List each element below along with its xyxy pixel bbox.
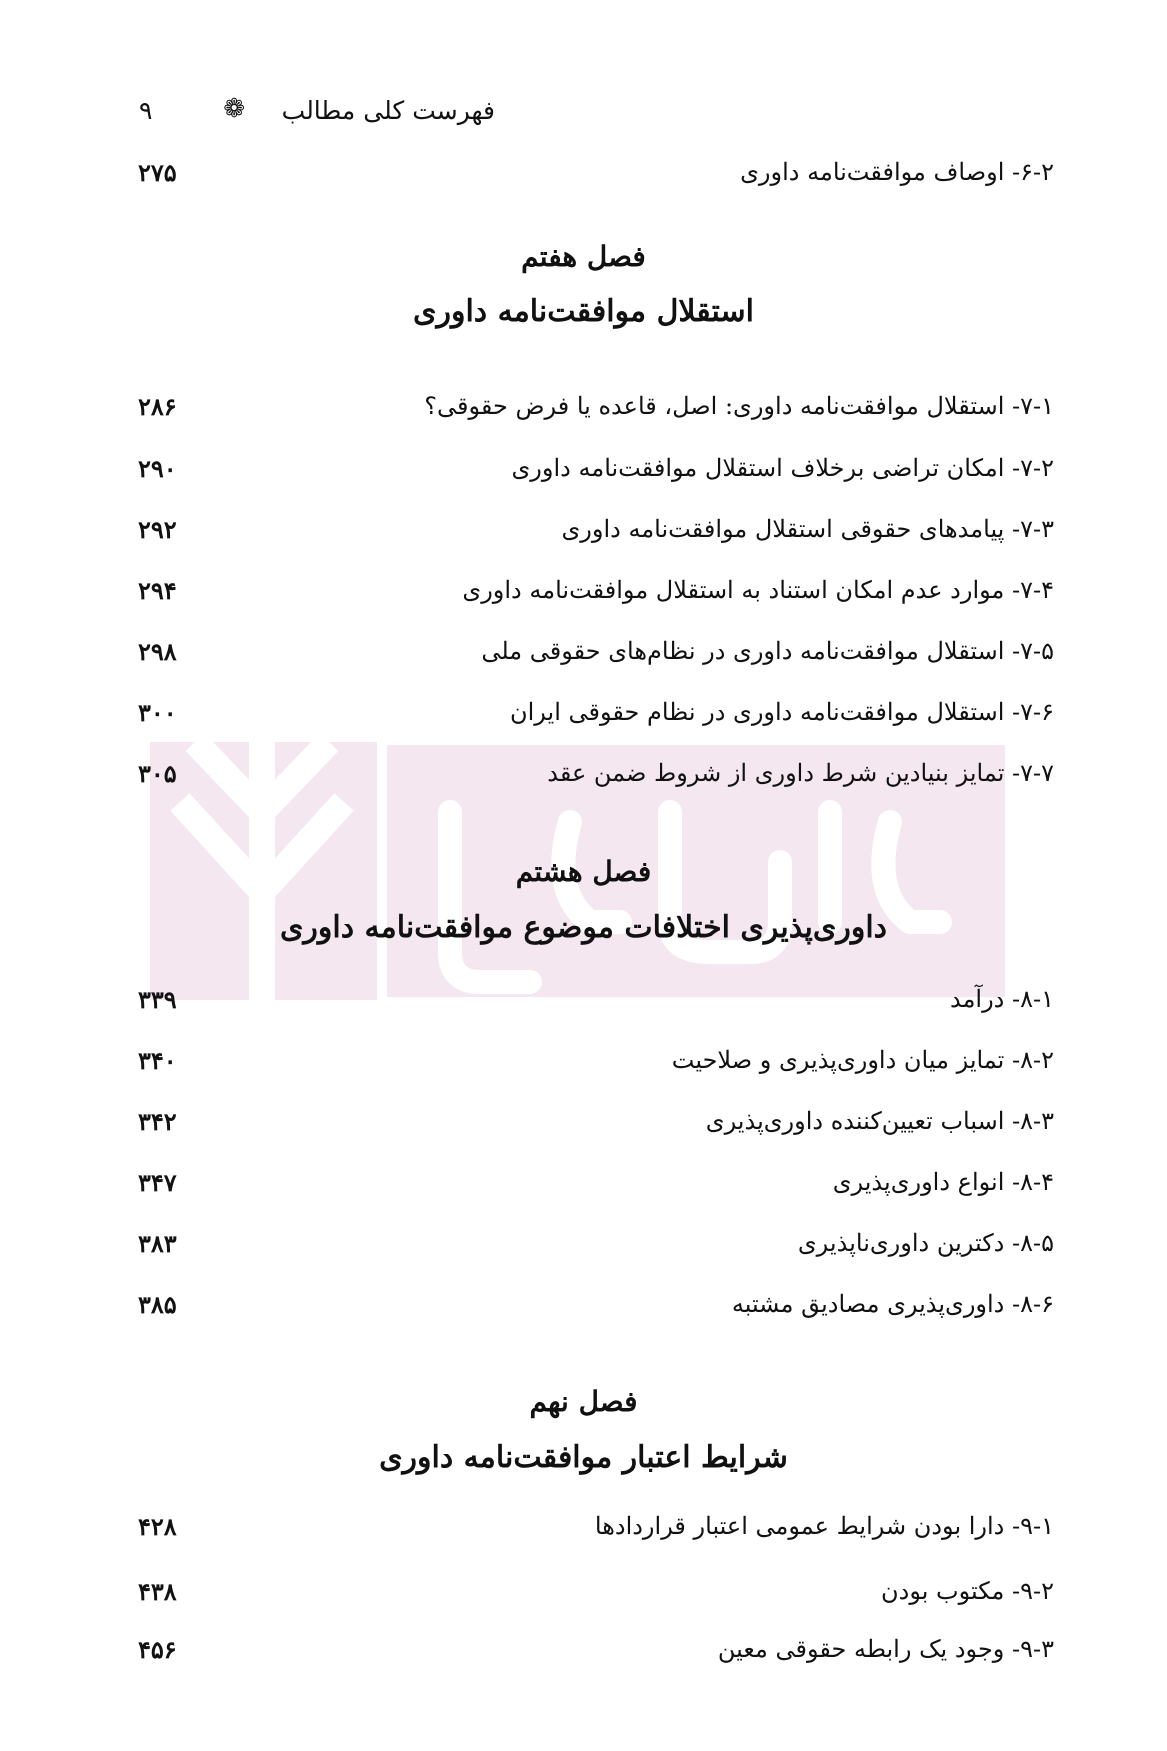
toc-entry-page: ۲۸۶ bbox=[138, 392, 177, 421]
toc-entry-label: ۸-۳- اسباب تعیین‌کننده داوری‌پذیری bbox=[705, 1107, 1054, 1135]
toc-entry bbox=[0, 1229, 1167, 1273]
toc-entry-label: ۶-۲- اوصاف موافقت‌نامه داوری bbox=[740, 158, 1054, 186]
chapter-heading: فصل نهم bbox=[529, 1385, 638, 1418]
toc-entry-page: ۳۰۵ bbox=[138, 759, 177, 788]
toc-entry-label: ۷-۶- استقلال موافقت‌نامه داوری در نظام حقوقی ایران bbox=[509, 698, 1054, 726]
toc-entry bbox=[0, 1290, 1167, 1334]
toc-entry bbox=[0, 158, 1167, 202]
toc-entry-page: ۲۹۸ bbox=[138, 637, 177, 666]
toc-entry-label: ۹-۱- دارا بودن شرایط عمومی اعتبار قراردادها bbox=[594, 1512, 1054, 1540]
page-number: ۹ bbox=[139, 96, 153, 125]
toc-entry bbox=[0, 454, 1167, 498]
chapter-heading: فصل هشتم bbox=[515, 855, 652, 888]
ornament-icon: ❁ bbox=[223, 94, 245, 124]
toc-entry bbox=[0, 759, 1167, 803]
toc-entry-page: ۳۳۹ bbox=[138, 985, 177, 1014]
toc-entry-label: ۸-۴- انواع داوری‌پذیری bbox=[832, 1168, 1054, 1196]
chapter-title: داوری‌پذیری اختلافات موضوع موافقت‌نامه داوری bbox=[279, 910, 888, 945]
toc-entry bbox=[0, 1107, 1167, 1151]
running-head-title: فهرست کلی مطالب bbox=[281, 96, 495, 125]
toc-entry-label: ۹-۳- وجود یک رابطه حقوقی معین bbox=[717, 1635, 1054, 1663]
toc-entry-label: ۸-۲- تمایز میان داوری‌پذیری و صلاحیت bbox=[671, 1046, 1054, 1074]
toc-entry-page: ۴۵۶ bbox=[138, 1635, 177, 1664]
toc-entry-label: ۸-۶- داوری‌پذیری مصادیق مشتبه bbox=[731, 1290, 1054, 1318]
chapter-title: استقلال موافقت‌نامه داوری bbox=[413, 294, 754, 329]
toc-entry-page: ۴۲۸ bbox=[138, 1512, 177, 1541]
toc-entry bbox=[0, 698, 1167, 742]
toc-entry bbox=[0, 1635, 1167, 1679]
toc-entry-label: ۷-۳- پیامدهای حقوقی استقلال موافقت‌نامه داوری bbox=[561, 515, 1054, 543]
toc-entry-label: ۷-۴- موارد عدم امکان استناد به استقلال موافقت‌نامه داوری bbox=[462, 576, 1054, 604]
toc-entry-page: ۳۴۷ bbox=[138, 1168, 177, 1197]
running-head bbox=[0, 94, 1167, 134]
toc-entry-page: ۲۹۴ bbox=[138, 576, 177, 605]
toc-entry bbox=[0, 637, 1167, 681]
toc-entry-page: ۲۹۰ bbox=[138, 454, 177, 483]
toc-entry-page: ۳۸۵ bbox=[138, 1290, 177, 1319]
toc-entry-page: ۳۰۰ bbox=[138, 698, 177, 727]
toc-entry-label: ۸-۵- دکترین داوری‌ناپذیری bbox=[797, 1229, 1054, 1257]
toc-entry-label: ۷-۲- امکان تراضی برخلاف استقلال موافقت‌نامه داوری bbox=[511, 454, 1054, 482]
chapter-title: شرایط اعتبار موافقت‌نامه داوری bbox=[379, 1440, 788, 1475]
toc-entry-label: ۸-۱- درآمد bbox=[949, 985, 1054, 1013]
toc-entry bbox=[0, 985, 1167, 1029]
toc-entry-page: ۳۴۰ bbox=[138, 1046, 177, 1075]
chapter-heading: فصل هفتم bbox=[521, 240, 646, 273]
toc-entry-label: ۷-۷- تمایز بنیادین شرط داوری از شروط ضمن عقد bbox=[547, 759, 1054, 787]
toc-entry bbox=[0, 576, 1167, 620]
toc-entry-page: ۳۸۳ bbox=[138, 1229, 177, 1258]
toc-entry bbox=[0, 392, 1167, 436]
toc-entry bbox=[0, 1046, 1167, 1090]
toc-entry bbox=[0, 515, 1167, 559]
toc-entry bbox=[0, 1168, 1167, 1212]
toc-entry-page: ۲۷۵ bbox=[138, 158, 177, 187]
toc-entry-label: ۷-۱- استقلال موافقت‌نامه داوری: اصل، قاعده یا فرض حقوقی؟ bbox=[424, 392, 1054, 420]
toc-entry-page: ۴۳۸ bbox=[138, 1577, 177, 1606]
toc-entry-label: ۷-۵- استقلال موافقت‌نامه داوری در نظام‌های حقوقی ملی bbox=[481, 637, 1054, 665]
toc-entry-page: ۲۹۲ bbox=[138, 515, 177, 544]
toc-entry-page: ۳۴۲ bbox=[138, 1107, 177, 1136]
toc-entry-label: ۹-۲- مکتوب بودن bbox=[881, 1577, 1054, 1605]
toc-entry bbox=[0, 1577, 1167, 1621]
toc-entry bbox=[0, 1512, 1167, 1556]
